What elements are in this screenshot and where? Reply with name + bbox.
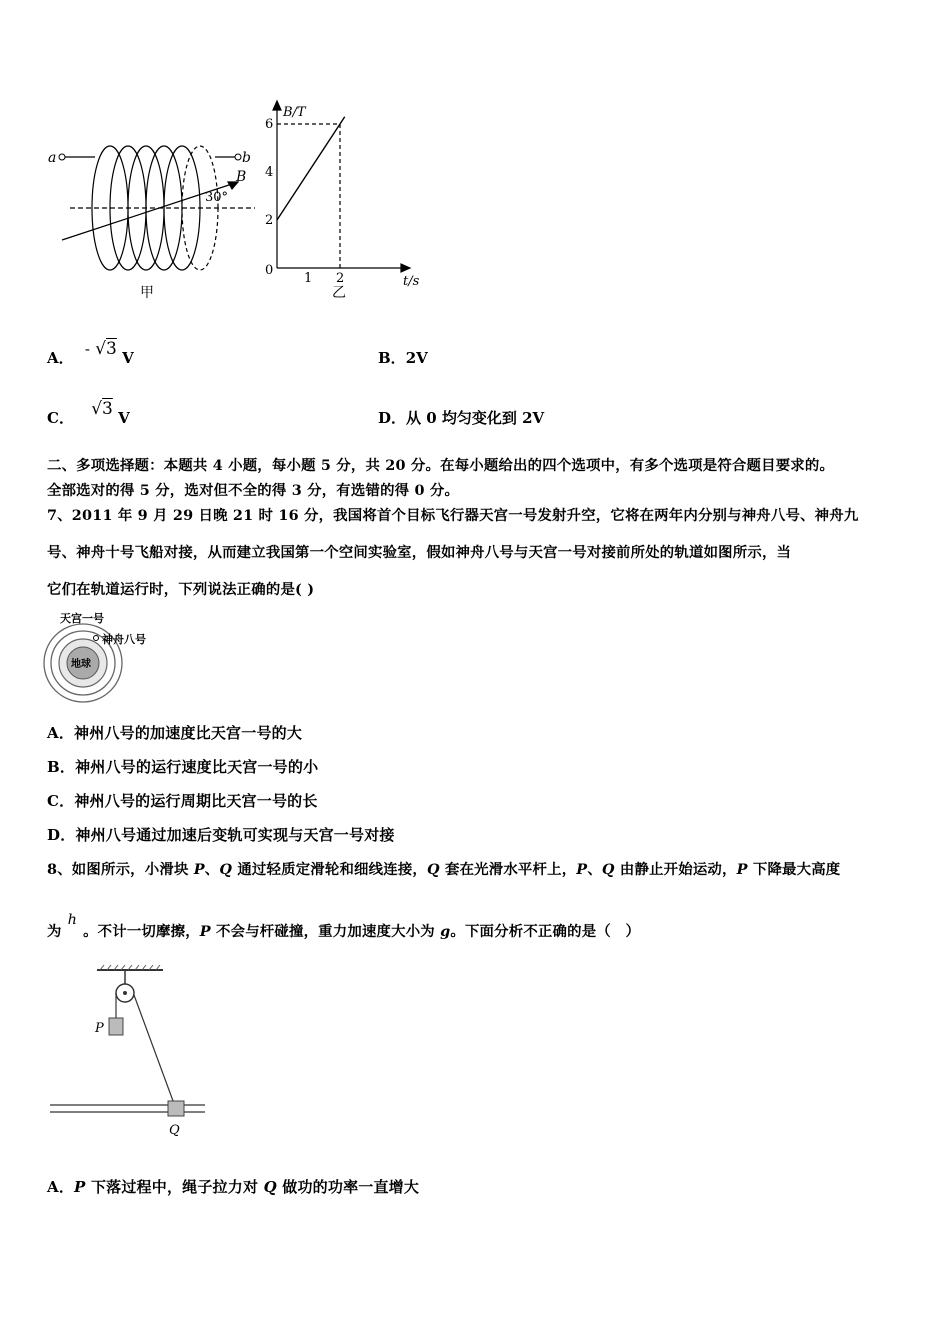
unit: V: [122, 349, 134, 367]
text: 下落过程中，绳子拉力对: [85, 1178, 264, 1196]
q7-line3: 它们在轨道运行时，下列说法正确的是( ): [47, 581, 315, 598]
q6-option-d: [378, 407, 544, 428]
var-p: P: [576, 861, 588, 878]
text: 套在光滑水平杆上，: [439, 861, 577, 878]
var-p: P: [74, 1178, 86, 1196]
q8-line2: [47, 912, 641, 941]
option-label: A．: [47, 1178, 75, 1196]
q8-line1: [47, 858, 840, 879]
coil-angle: 30°: [205, 190, 229, 205]
text: 。不计一切摩擦，: [83, 923, 200, 940]
pulley-figure: [45, 962, 215, 1142]
var-q: Q: [219, 861, 233, 878]
text: 8、如图所示，小滑块: [47, 861, 194, 878]
var-q: Q: [263, 1178, 277, 1196]
var-g: g: [440, 923, 451, 940]
option-text: 2V: [405, 349, 428, 367]
text: 通过轻质定滑轮和细线连接，: [232, 861, 428, 878]
option-text: 从 0 均匀变化到 2V: [406, 409, 545, 427]
bt-graph: [255, 98, 430, 308]
block-p: [109, 1018, 123, 1035]
q7-line2: 号、神舟十号飞船对接，从而建立我国第一个空间实验室，假如神舟八号与天宫一号对接前所处的轨道如图所示，当: [47, 544, 792, 561]
text: 不会与杆碰撞，重力加速度大小为: [210, 923, 441, 940]
option-label: B．: [378, 349, 406, 367]
graph-xlabel: t/s: [403, 274, 420, 289]
orbit-figure: [40, 608, 160, 708]
var-p: P: [193, 861, 205, 878]
q7-option-a: A．神州八号的加速度比天宫一号的大: [47, 724, 303, 742]
pulley-label-q: Q: [169, 1123, 180, 1138]
var-q: Q: [427, 861, 440, 878]
var-p: P: [199, 923, 211, 940]
option-label: C．: [47, 409, 74, 427]
var-h: h: [67, 912, 78, 928]
section2-line1: 二、多项选择题：本题共 4 小题，每小题 5 分，共 20 分。在每小题给出的四个选项中，有多个选项是符合题目要求的。: [47, 457, 835, 474]
option-label: A．: [47, 349, 74, 367]
graph-caption: 乙: [332, 285, 346, 301]
text: 、: [204, 861, 220, 878]
graph-series-line: [277, 117, 345, 220]
q7-line1: 7、2011 年 9 月 29 日晚 21 时 16 分，我国将首个目标飞行器天宫一号发射升空，它将在两年内分别与神舟八号、神舟九: [47, 507, 859, 524]
graph-ytick: 0: [265, 263, 274, 278]
coil-label-b: b: [242, 150, 251, 166]
graph-ytick: 6: [265, 117, 274, 132]
unit: V: [118, 409, 130, 427]
graph-ytick: 2: [265, 213, 274, 228]
coil-figure: [40, 100, 270, 310]
orbit-label-shenzhou: 神舟八号: [102, 633, 146, 646]
graph-ytick: 4: [265, 165, 274, 180]
minus-sign: -: [84, 340, 90, 358]
text: 、: [587, 861, 602, 878]
text: 由静止开始运动，: [614, 861, 737, 878]
q6-option-b: [378, 347, 428, 368]
sqrt-radicand: 3: [106, 339, 117, 359]
graph-xtick: 1: [304, 271, 313, 286]
coil-caption: 甲: [140, 285, 154, 301]
orbit-label-earth: 地球: [71, 659, 91, 670]
q7-option-b: B．神州八号的运行速度比天宫一号的小: [47, 758, 319, 776]
option-label: D．: [378, 409, 407, 427]
section2-line2: 全部选对的得 5 分，选对但不全的得 3 分，有选错的得 0 分。: [47, 482, 460, 499]
q6-option-a: A． - √3 V: [47, 339, 134, 367]
text: 下降最大高度: [747, 861, 841, 878]
text: 。下面分析不正确的是（ ）: [450, 923, 641, 940]
coil-label-B: B: [236, 169, 247, 185]
var-q: Q: [601, 861, 615, 878]
graph-xtick: 2: [336, 271, 345, 286]
q7-option-d: D．神州八号通过加速后变轨可实现与天宫一号对接: [47, 826, 395, 844]
text: 做功的功率一直增大: [276, 1178, 420, 1196]
sqrt-radicand: 3: [102, 399, 113, 419]
q7-option-c: C．神州八号的运行周期比天宫一号的长: [47, 792, 318, 810]
graph-ylabel: B/T: [283, 105, 306, 120]
orbit-label-tiangong: 天宫一号: [60, 612, 104, 625]
coil-label-a: a: [48, 150, 57, 166]
var-p: P: [736, 861, 748, 878]
q8-option-a: [47, 1176, 419, 1197]
q6-option-c: C． √3 V: [47, 399, 130, 427]
block-q: [168, 1101, 184, 1116]
text: 为: [47, 923, 62, 940]
pulley-label-p: P: [95, 1021, 104, 1036]
